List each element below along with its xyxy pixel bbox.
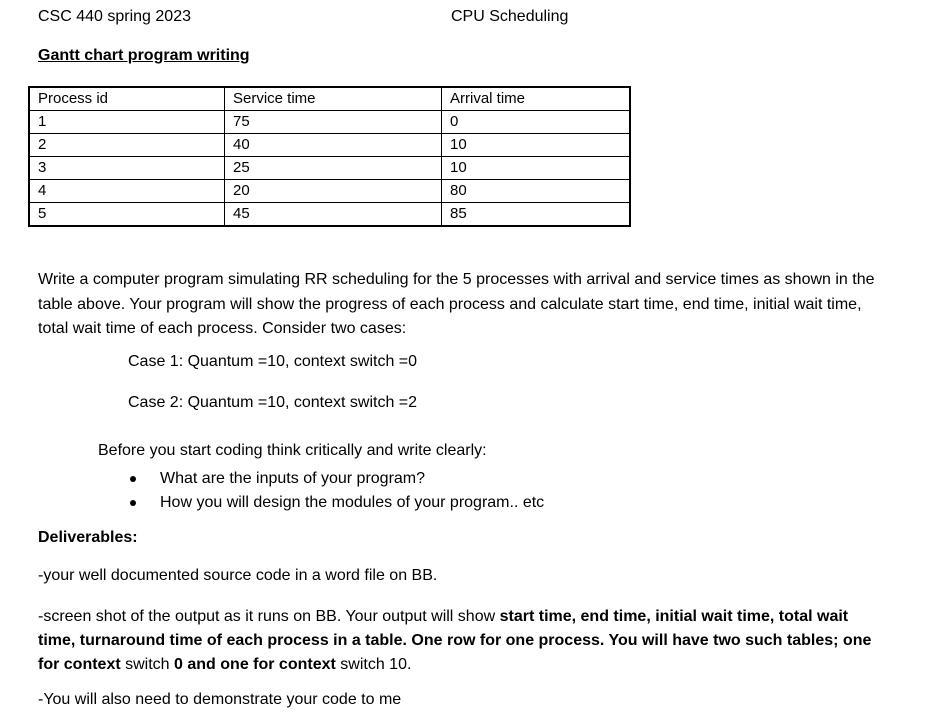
deliverable-text: switch 10. <box>340 656 412 673</box>
considerations-list <box>120 467 544 515</box>
list-item <box>120 467 544 491</box>
description-text: Write a computer program simulating RR scheduling for the 5 processes with arrival and service times as shown in the table above. Your program will show the progress of each process and calculate start time, end time, initial wait time, total wait time of each process. Consider two cases: <box>38 271 875 337</box>
before-coding-intro: Before you start coding think critically and write clearly: <box>98 442 487 459</box>
table-row <box>29 111 630 134</box>
deliverable-source-code: -your well documented source code in a word file on BB. <box>38 567 438 584</box>
cell-service-time: 20 <box>225 180 442 203</box>
cell-arrival-time: 80 <box>442 180 631 203</box>
process-table <box>28 86 631 227</box>
deliverable-bold-text: 0 and one for context <box>174 656 341 673</box>
cell-service-time: 25 <box>225 157 442 180</box>
case-1: Case 1: Quantum =10, context switch =0 <box>128 353 418 370</box>
deliverable-text: -screen shot of the output as it runs on BB. Your output will show <box>38 608 500 625</box>
deliverable-screenshot <box>38 605 888 677</box>
list-item-text: What are the inputs of your program? <box>160 470 426 487</box>
table-header-row <box>29 87 630 111</box>
cell-arrival-time: 85 <box>442 203 631 227</box>
table-row <box>29 134 630 157</box>
topic-header: CPU Scheduling <box>451 8 569 25</box>
cell-service-time: 75 <box>225 111 442 134</box>
course-header: CSC 440 spring 2023 <box>38 8 191 25</box>
cell-process-id: 4 <box>29 180 225 203</box>
table-row <box>29 157 630 180</box>
deliverables-heading: Deliverables: <box>38 529 138 546</box>
cell-service-time: 40 <box>225 134 442 157</box>
cell-service-time: 45 <box>225 203 442 227</box>
deliverable-text: switch <box>125 656 175 673</box>
cell-process-id: 5 <box>29 203 225 227</box>
cell-process-id: 3 <box>29 157 225 180</box>
table-row <box>29 203 630 227</box>
deliverable-bold-text: start time, end time, initial wait time, total wait time, turnaround time of each process in a table. One row for one process. You will have two such tables; one for context <box>38 608 872 673</box>
page-title: Gantt chart program writing <box>38 47 250 64</box>
list-item <box>120 491 544 515</box>
cell-process-id: 2 <box>29 134 225 157</box>
case-2: Case 2: Quantum =10, context switch =2 <box>128 394 418 411</box>
cell-process-id: 1 <box>29 111 225 134</box>
bullet-icon <box>130 476 136 482</box>
header-arrival-time: Arrival time <box>442 87 631 111</box>
assignment-description <box>38 268 878 342</box>
table-row <box>29 180 630 203</box>
cell-arrival-time: 10 <box>442 157 631 180</box>
cell-arrival-time: 0 <box>442 111 631 134</box>
header-process-id: Process id <box>29 87 225 111</box>
header-service-time: Service time <box>225 87 442 111</box>
list-item-text: How you will design the modules of your program.. etc <box>160 494 545 511</box>
bullet-icon <box>130 500 136 506</box>
cell-arrival-time: 10 <box>442 134 631 157</box>
deliverable-demo: -You will also need to demonstrate your code to me <box>38 691 402 708</box>
